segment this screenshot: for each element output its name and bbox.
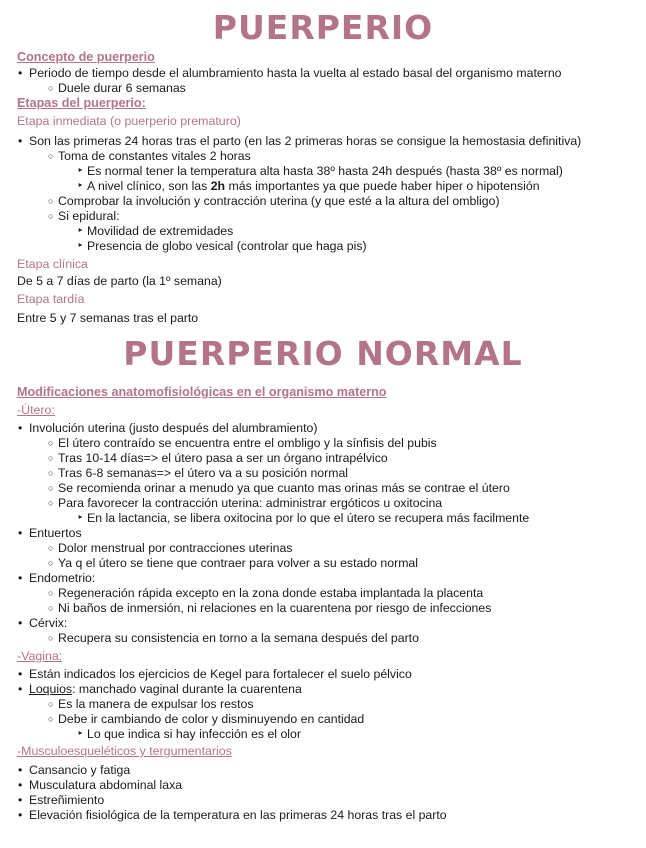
- list-item: ‣ Lo que indica si hay infección es el olor: [87, 727, 301, 742]
- list-item: • Elevación fisiológica de la temperatura en las primeras 24 horas tras el parto: [29, 808, 447, 823]
- paragraph: De 5 a 7 días de parto (la 1º semana): [17, 274, 222, 288]
- list-item: ○ Para favorecer la contracción uterina: administrar ergóticos u oxitocina: [58, 496, 442, 511]
- stage-heading: Etapa clínica: [17, 257, 88, 271]
- list-item: • Loquios: manchado vaginal durante la cuarentena: [29, 682, 302, 697]
- list-item: • Cérvix:: [29, 616, 67, 631]
- list-item: • Endometrio:: [29, 571, 95, 586]
- list-item: ○ Duele durar 6 semanas: [58, 81, 186, 96]
- subsection-heading: -Útero:: [17, 403, 55, 417]
- list-item: ○ Tras 10-14 días=> el útero pasa a ser un órgano intrapélvico: [58, 451, 388, 466]
- list-item: ○ Tras 6-8 semanas=> el útero va a su posición normal: [58, 466, 348, 481]
- list-item: ○ Debe ir cambiando de color y disminuyendo en cantidad: [58, 712, 364, 727]
- list-item: • Periodo de tiempo desde el alumbramiento hasta la vuelta al estado basal del organismo materno: [29, 66, 562, 81]
- list-item: • Musculatura abdominal laxa: [29, 778, 182, 793]
- list-item: ○ Es la manera de expulsar los restos: [58, 697, 253, 712]
- list-item: ○ Toma de constantes vitales 2 horas: [58, 149, 251, 164]
- list-item: ○ Regeneración rápida excepto en la zona donde estaba implantada la placenta: [58, 586, 483, 601]
- section-heading: Concepto de puerperio: [17, 50, 155, 64]
- section-heading: Modificaciones anatomofisiológicas en el organismo materno: [17, 385, 387, 399]
- list-item: ‣ Presencia de globo vesical (controlar que haga pis): [87, 239, 367, 254]
- list-item: ○ Ni baños de inmersión, ni relaciones en la cuarentena por riesgo de infecciones: [58, 601, 491, 616]
- list-item: • Cansancio y fatiga: [29, 763, 130, 778]
- list-item: • Son las primeras 24 horas tras el parto (en las 2 primeras horas se consigue la hemostasia definitiva): [29, 134, 581, 149]
- list-item: ○ El útero contraído se encuentra entre el ombligo y la sínfisis del pubis: [58, 436, 437, 451]
- list-item: ○ Si epidural:: [58, 209, 120, 224]
- subsection-heading: -Musculoesqueléticos y tergumentarios: [17, 744, 232, 758]
- section-title: PUERPERIO NORMAL: [123, 334, 523, 373]
- section-heading: Etapas del puerperio:: [17, 96, 146, 110]
- stage-heading: Etapa tardía: [17, 292, 85, 306]
- list-item: • Involución uterina (justo después del alumbramiento): [29, 421, 317, 436]
- subsection-heading: -Vagina:: [17, 649, 63, 663]
- list-item: ‣ Es normal tener la temperatura alta hasta 38º hasta 24h después (hasta 38º es normal): [87, 164, 563, 179]
- stage-heading: Etapa inmediata (o puerperio prematuro): [17, 114, 241, 128]
- list-item: • Estreñimiento: [29, 793, 104, 808]
- list-item: • Entuertos: [29, 526, 82, 541]
- list-item: ○ Recupera su consistencia en torno a la semana después del parto: [58, 631, 419, 646]
- list-item: ‣ A nivel clínico, son las 2h más importantes ya que puede haber hiper o hipotensión: [87, 179, 540, 194]
- list-item: • Están indicados los ejercicios de Kegel para fortalecer el suelo pélvico: [29, 667, 412, 682]
- list-item: ○ Dolor menstrual por contracciones uterinas: [58, 541, 292, 556]
- list-item: ‣ En la lactancia, se libera oxitocina por lo que el útero se recupera más facilmente: [87, 511, 529, 526]
- list-item: ○ Comprobar la involución y contracción uterina (y que esté a la altura del ombligo): [58, 194, 500, 209]
- paragraph: Entre 5 y 7 semanas tras el parto: [17, 311, 199, 325]
- main-title: PUERPERIO: [212, 8, 434, 47]
- list-item: ○ Ya q el útero se tiene que contraer para volver a su estado normal: [58, 556, 418, 571]
- list-item: ○ Se recomienda orinar a menudo ya que cuanto mas orinas más se contrae el útero: [58, 481, 510, 496]
- list-item: ‣ Movilidad de extremidades: [87, 224, 233, 239]
